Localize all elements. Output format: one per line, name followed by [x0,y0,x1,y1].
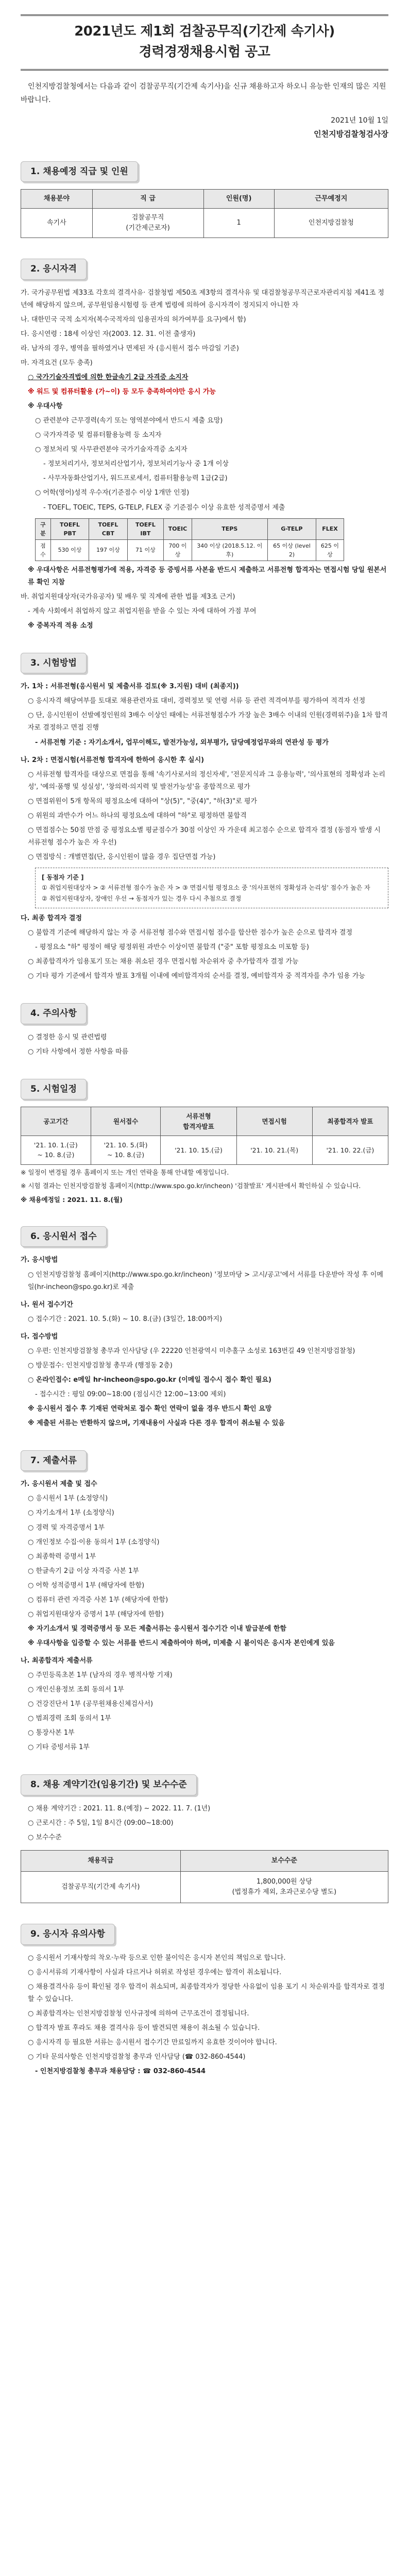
caution-item: ○ 기타 문의사항은 인천지방검찰청 총무과 인사담당 (☎ 032-860-4544) [28,2053,246,2061]
section-7-heading [21,1450,388,1471]
table-cell: '21. 10. 1.(금) ~ 10. 8.(금) [21,1136,91,1164]
preference-detail: - TOEFL, TOEIC, TEPS, G-TELP, FLEX 중 기준점수 이상 유효한 성적증명서 제출 [43,503,285,512]
qualification-a: 가. 국가공무원법 제33조 각호의 결격사유· 검찰청법 제50조 제3항의 결격사유 및 대검찰청공무직근로자관리지침 제41조 정년에 해당하지 않으며, 공무원임용시험령 등 관계 법령에 의하여 응시자격이 정지되지 아니한 자 [21,289,384,309]
pay-table [21,1850,388,1903]
table-cell: '21. 10. 22.(금) [312,1136,388,1164]
table-cell: 71 이상 [127,539,164,561]
final-doc-item: ○ 건강진단서 1부 (공무원채용신체검사서) [28,1700,154,1708]
table-header: 면접시험 [236,1107,312,1136]
stage-2-item: ○ 면접위원이 5개 항목의 평정요소에 대하여 "상(5)", "중(4)", "하(3)"로 평가 [28,797,258,805]
stage-2-item: ○ 위원의 과반수가 어느 하나의 평정요소에 대하여 "하"로 평정하면 불합격 [28,811,247,820]
doc-item: ○ 한글속기 2급 이상 자격증 사본 1부 [28,1567,139,1575]
tiebreak-rule: ① 취업지원대상자 > ② 서류전형 점수가 높은 자 > ③ 면접시험 평정요소 중 '의사표현의 정확성과 논리성' 점수가 높은 자 [42,884,370,892]
table-header: FLEX [316,518,344,539]
section-9-heading [21,1924,388,1944]
doc-item: ○ 취업지원대상자 증명서 1부 (해당자에 한함) [28,1610,164,1618]
tiebreak-rule: ② 취업지원대상자, 장애인 우선 → 동점자가 있는 경우 다시 추첨으로 결정 [42,894,242,902]
intro-paragraph: 인천지방검찰청에서는 다음과 같이 검찰공무직(기간제 속기사)을 신규 채용하고자 하오니 유능한 인재의 많은 지원 바랍니다. [21,82,386,105]
preference-item: ○ 어학(영어)성적 우수자(기준점수 이상 1개만 인정) [35,489,190,497]
qualification-e: 마. 자격요건 (모두 충족) [21,359,93,367]
preference-note: ※ 우대사항은 서류전형평가에 적용, 자격증 등 증빙서류 사본을 반드시 제출하고 서류전형 합격자는 면접시험 당일 원본서류 확인 지참 [28,566,387,586]
tiebreak-title: [ 동점자 기준 ] [42,873,84,881]
table-row [21,209,388,238]
apply-method-title: 가. 응시방법 [21,1256,58,1264]
table-cell: 속기사 [21,209,93,238]
doc-item: ○ 자기소개서 1부 (소정양식) [28,1509,114,1517]
table-cell: 1 [203,209,274,238]
preference-item: ○ 정보처리 및 사무관련분야 국가기술자격증 소지자 [35,446,188,454]
table-cell: '21. 10. 15.(금) [161,1136,236,1164]
final-doc-item: ○ 범죄경력 조회 동의서 1부 [28,1715,111,1723]
caution-item: ○ 채용결격사유 등이 확인될 경우 합격이 취소되며, 최종합격자가 정당한 사유없이 임용 포기 시 차순위자를 합격자로 결정할 수 있습니다. [28,1982,385,2003]
apply-way-item: - 접수시간 : 평일 09:00~18:00 (점심시간 12:00~13:00 제외) [35,1390,226,1398]
recruitment-table [21,189,388,238]
table-row [21,1136,388,1164]
apply-way-item: ○ 방문접수: 인천지방검찰청 총무과 (행정동 2층) [28,1361,173,1369]
preference-detail: - 사무자동화산업기사, 워드프로세서, 컴퓨터활용능력 1급(2급) [43,474,228,483]
stage-2-item: ○ 면접방식 : 개별면접(단, 응시인원이 많을 경우 집단면접 가능) [28,853,216,861]
section-8-heading [21,1774,388,1795]
caution-item: ○ 응시자격 등 필요한 서류는 응시원서 접수기간 만료일까지 유효한 것이어야 합니다. [28,2038,277,2046]
section-8-title: 8. 채용 계약기간(임용기간) 및 보수수준 [21,1774,197,1795]
qualification-d: 라. 남자의 경우, 병역을 필하였거나 면제된 자 (응시원서 접수 마감일 기준) [21,345,239,353]
section-2-title: 2. 응시자격 [21,259,87,279]
doc-item: ○ 어학 성적증명서 1부 (해당자에 한함) [28,1581,145,1589]
notice-item: ○ 결정한 응시 및 관련법령 [28,1033,107,1041]
final-decision-item: ○ 기타 평가 기준에서 합격자 발표 3개월 이내에 예비합격자의 순서를 결정, 예비합격자 중 적격자를 추가 임용 가능 [28,972,365,980]
section-6-heading [21,1226,388,1247]
table-cell: 530 이상 [50,539,89,561]
apply-way-item: ○ 우편: 인천지방검찰청 총무과 인사담당 (우 22220 인천광역시 미추홀구 소성로 163번길 49 인천지방검찰청) [28,1347,355,1355]
docs-note: ※ 우대사항을 입증할 수 있는 서류를 반드시 제출하여야 하며, 미제출 시 불이익은 응시자 본인에게 있음 [28,1639,335,1647]
contract-item: ○ 채용 계약기간 : 2021. 11. 8.(예정) ~ 2022. 11. 7. (1년) [28,1804,211,1812]
table-header: 직 급 [92,190,203,209]
issuer-name: 인천지방검찰청검사장 [314,129,388,139]
table-header: TOEFL IBT [127,518,164,539]
doc-item: ○ 응시원서 1부 (소정양식) [28,1495,108,1503]
caution-item: ○ 응시서류의 기재사항이 사실과 다르거나 허위로 작성된 경우에는 합격이 취소됩니다. [28,1968,282,1976]
section-3-title: 3. 시험방법 [21,653,87,673]
apply-method-item: ○ 인천지방검찰청 홈페이지(http://www.spo.go.kr/incheon) '정보마당 > 고시/공고'에서 서류를 다운받아 작성 후 이메일(hr-incheon@spo.go.kr)로 제출 [28,1270,383,1291]
stage-1-criteria: - 서류전형 기준 : 자기소개서, 업무이해도, 발전가능성, 외부평가, 담당예정업무와의 연관성 등 평가 [35,738,329,747]
contract-item: ○ 보수수준 [28,1833,62,1841]
preference-item: ○ 관련분야 근무경력(속기 또는 영역분야에서 반드시 제출 요망) [35,417,223,425]
schedule-note: ※ 채용예정일 : 2021. 11. 8.(월) [21,1195,123,1204]
doc-item: ○ 컴퓨터 관련 자격증 사본 1부 (해당자에 한함) [28,1596,168,1604]
table-row [21,1871,388,1903]
final-doc-item: ○ 주민등록초본 1부 (남자의 경우 병적사항 기재) [28,1671,173,1679]
final-doc-item: ○ 개인신용정보 조회 동의서 1부 [28,1686,124,1694]
stage-1-title: 가. 1차 : 서류전형(응시원서 및 제출서류 검토(※ 3.지원) 대비 (최종지)) [21,683,239,691]
announcement-date: 2021년 10월 1일 [331,116,388,125]
table-cell: 340 이상 (2018.5.12. 이후) [192,539,267,561]
doc-item: ○ 최종학력 증명서 1부 [28,1552,96,1561]
table-cell: 625 이상 [316,539,344,561]
qualification-f-note: ※ 중복자격 적용 소정 [28,621,93,630]
apply-note: ※ 제출된 서류는 반환하지 않으며, 기재내용이 사실과 다른 경우 합격이 취소될 수 있음 [28,1419,285,1427]
table-cell: '21. 10. 21.(목) [236,1136,312,1164]
doc-item: ○ 개인정보 수집·이용 동의서 1부 (소정양식) [28,1538,160,1546]
stage-2-title: 나. 2차 : 면접시험(서류전형 합격자에 한하여 응시한 후 실시) [21,756,204,764]
doc-item: ○ 경력 및 자격증명서 1부 [28,1523,105,1532]
title-line-2: 경력경쟁채용시험 공고 [139,44,270,60]
required-note: ※ 워드 및 컴퓨터활용 (가~이) 등 모두 충족하여야만 응시 가능 [28,388,216,396]
table-cell: 1,800,000원 상당 (법정휴가 제외, 초과근로수당 별도) [180,1871,388,1903]
caution-item: ○ 응시원서 기재사항의 착오·누락 등으로 인한 불이익은 응시자 본인의 책임으로 합니다. [28,1954,286,1962]
table-header: 채용직급 [21,1850,181,1871]
stage-2-item: ○ 서류전형 합격자를 대상으로 면접을 통해 '속기사로서의 정신자세', '전문지식과 그 응용능력', '의사표현의 정확성과 논리성', '예의·품행 및 성실성', '창의력·의지력 및 발전가능성'을 종합적으로 평가 [28,770,385,791]
final-doc-item: ○ 통장사본 1부 [28,1729,75,1737]
table-cell: '21. 10. 5.(화) ~ 10. 8.(금) [91,1136,161,1164]
table-cell: 65 이상 (level 2) [268,539,316,561]
docs-title: 가. 응시원서 제출 및 접수 [21,1480,97,1488]
table-cell: 197 이상 [89,539,127,561]
preference-detail: - 정보처리기사, 정보처리산업기사, 정보처리기능사 중 1개 이상 [43,460,229,468]
final-docs-title: 나. 최종합격자 제출서류 [21,1656,93,1665]
final-decision-title: 다. 최종 합격자 결정 [21,914,82,923]
section-6-title: 6. 응시원서 접수 [21,1226,107,1247]
final-decision-item: ○ 최종합격자가 임용포기 또는 채용 취소된 경우 면접시험 차순위자 중 추가합격자 결정 가능 [28,958,299,966]
table-cell: 검찰공무직 (기간제근로자) [92,209,203,238]
section-5-heading [21,1079,388,1099]
language-score-table [35,518,344,561]
table-header: TOEFL CBT [89,518,127,539]
contract-item: ○ 근로시간 : 주 5일, 1일 8시간 (09:00~18:00) [28,1819,174,1827]
stage-2-item: ○ 면접점수는 50점 만점 중 평정요소별 평균점수가 30점 이상인 자 가운데 최고점수 순으로 합격자 결정 (동점자 발생 시 서류전형 점수가 높은 자 우선) [28,826,381,846]
caution-item: ○ 최종합격자는 인천지방검찰청 인사규정에 의하여 근무조건이 결정됩니다. [28,2009,249,2018]
required-license: ○ 국가기술자격법에 의한 한글속기 2급 자격증 소지자 [28,374,189,382]
table-header: TOEFL PBT [50,518,89,539]
schedule-note: ※ 일정이 변경될 경우 홈페이지 또는 개인 연락을 통해 안내할 예정입니다. [21,1168,229,1176]
apply-period-title: 나. 원서 접수기간 [21,1300,73,1309]
title-line-1: 2021년도 제1회 검찰공무직(기간제 속기사) [74,24,335,39]
stage-1-item: ○ 단, 응시인원이 선발예정인원의 3배수 이상인 때에는 서류전형점수가 가장 높은 3배수 이내의 인원(경력위주)을 1차 합격자로 결정하고 면접 진행 [28,711,388,732]
table-header: TOEIC [164,518,192,539]
section-1-heading [21,161,388,182]
table-header: 구분 [36,518,51,539]
qualification-c: 다. 응시연령 : 18세 이상인 자(2003. 12. 31. 이전 출생자) [21,330,196,338]
caution-item: ○ 합격자 발표 후라도 채용 결격사유 등이 발견되면 채용이 취소될 수 있습니다. [28,2024,260,2032]
table-header: 인원(명) [203,190,274,209]
table-header: 채용분야 [21,190,93,209]
apply-way-title: 다. 접수방법 [21,1332,58,1341]
table-cell: 인천지방검찰청 [274,209,388,238]
section-9-title: 9. 응시자 유의사항 [21,1924,115,1944]
qualification-f-detail: - 계속 사회에서 취업하지 않고 취업지원을 받을 수 있는 자에 대하여 가점 부여 [28,607,257,615]
table-header: 보수수준 [180,1850,388,1871]
schedule-table [21,1107,388,1165]
document-header [21,14,388,71]
table-cell: 점수 [36,539,51,561]
final-decision-item: - 평정요소 "하" 평정이 해당 평정위원 과반수 이상이면 불합격 ("중" 포함 평정요소 미포함 등) [35,943,310,952]
table-header: 최종합격자 발표 [312,1107,388,1136]
table-row [36,539,344,561]
section-2-heading [21,259,388,279]
preference-item: ○ 국가자격증 및 컴퓨터활용능력 등 소지자 [35,431,162,439]
apply-way-item: ○ 온라인접수: e메일 hr-incheon@spo.go.kr (이메일 접수시 접수 확인 필요) [28,1376,271,1384]
table-cell: 검찰공무직(기간제 속기사) [21,1871,181,1903]
apply-period-item: ○ 접수기간 : 2021. 10. 5.(화) ~ 10. 8.(금) (3일간, 18:00까지) [28,1315,223,1323]
section-4-title: 4. 주의사항 [21,1003,87,1024]
section-4-heading [21,1003,388,1024]
schedule-note: ※ 시험 결과는 인천지방검찰청 홈페이지(http://www.spo.go.kr/incheon) '검찰발표' 게시판에서 확인하실 수 있습니다. [21,1182,361,1190]
table-header: 공고기간 [21,1107,91,1136]
section-7-title: 7. 제출서류 [21,1450,87,1471]
table-header: 원서접수 [91,1107,161,1136]
stage-1-item: ○ 응시자격 해당여부를 토대로 채용관련자료 대비, 경력정보 및 연령 서류 등 관련 적격여부를 평가하여 적격자 선정 [28,697,366,705]
table-cell: 700 이상 [164,539,192,561]
section-1-title: 1. 채용예정 직급 및 인원 [21,161,138,182]
contact-line: - 인천지방검찰청 총무과 채용담당 : ☎ 032-860-4544 [35,2067,206,2075]
section-3-heading [21,653,388,673]
final-doc-item: ○ 기타 증빙서류 1부 [28,1743,90,1752]
preference-title: ※ 우대사항 [28,402,63,411]
table-header: 서류전형 합격자발표 [161,1107,236,1136]
table-header: G-TELP [268,518,316,539]
qualification-f: 바. 취업지원대상자(국가유공자) 및 배우 및 직계에 관한 법률 제3조 근거) [21,592,235,601]
apply-note: ※ 응시원서 접수 후 기재된 연락처로 접수 확인 연락이 없을 경우 반드시 확인 요망 [28,1404,272,1413]
final-decision-item: ○ 불합격 기준에 해당하지 않는 자 중 서류전형 점수와 면접시험 점수를 합산한 점수가 높은 순으로 합격자 결정 [28,929,353,937]
tiebreak-box [35,868,388,908]
table-header: TEPS [192,518,267,539]
table-header: 근무예정지 [274,190,388,209]
docs-note: ※ 자기소개서 및 경력증명서 등 모든 제출서류는 응시원서 접수기간 이내 발급분에 한함 [28,1624,286,1633]
qualification-b: 나. 대한민국 국적 소지자(복수국적자의 임용권자의 허가여부를 요구)에서 함) [21,315,246,324]
section-5-title: 5. 시험일정 [21,1079,87,1099]
notice-item: ○ 기타 사항에서 정한 사항을 따름 [28,1047,129,1056]
